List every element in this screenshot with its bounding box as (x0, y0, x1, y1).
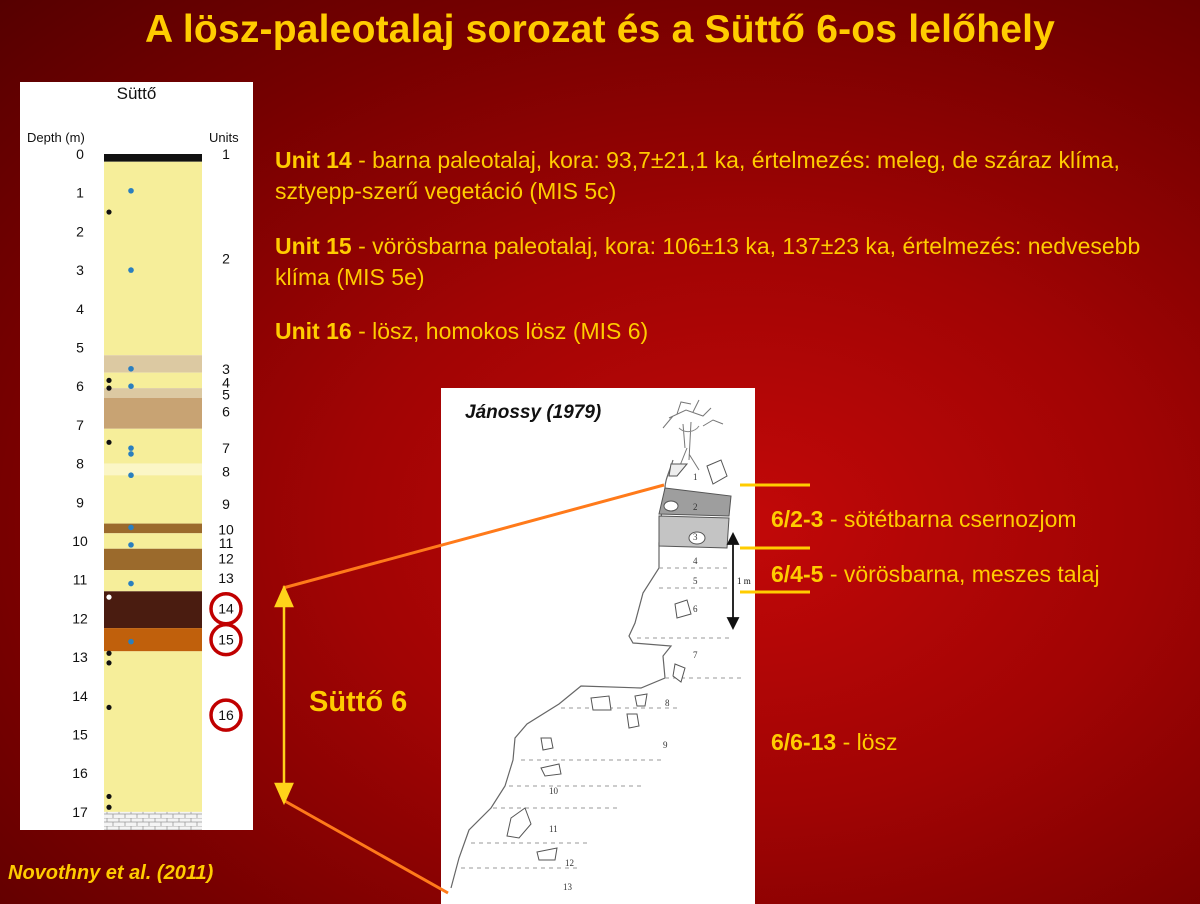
depth-tick-label: 10 (72, 533, 88, 549)
unit-label: 5 (222, 386, 230, 403)
sample-dot-black (106, 705, 111, 710)
sample-dot-blue (128, 472, 134, 478)
column-layer (104, 154, 202, 162)
sample-dot-blue (128, 188, 134, 194)
column-layer (104, 429, 202, 464)
annotation-text: - vörösbarna, meszes talaj (823, 561, 1100, 587)
column-layer (104, 162, 202, 356)
depth-tick-label: 4 (76, 300, 84, 317)
sample-dot-blue (128, 267, 134, 273)
depth-tick-label: 5 (76, 339, 84, 356)
depth-tick-label: 9 (76, 494, 84, 511)
unit-label: 2 (222, 250, 230, 267)
scale-bar-label: 1 m (737, 576, 751, 586)
annotation-code: 6/2-3 (771, 506, 824, 532)
annotation-6-2-3 (771, 506, 1077, 533)
depth-tick-label: 2 (76, 223, 84, 240)
connector-line-bottom (283, 800, 448, 893)
unit-label: 8 (222, 463, 230, 480)
depth-tick-label: 17 (72, 803, 88, 820)
column-layer (104, 533, 202, 548)
depth-tick-label: 6 (76, 378, 84, 395)
sample-dot-blue (128, 542, 134, 548)
description-text: - lösz, homokos lösz (MIS 6) (351, 318, 649, 344)
depth-tick-label: 0 (76, 146, 84, 162)
unit-label: 9 (222, 496, 230, 513)
site-name: Süttő (116, 84, 157, 103)
column-layer (104, 628, 202, 651)
unit-label: 15 (218, 631, 234, 648)
unit-label: 11 (218, 534, 234, 551)
column-layer (104, 398, 202, 429)
section-profile (451, 460, 673, 888)
sample-dot-white (106, 595, 111, 600)
sample-dot-blue (128, 366, 134, 372)
sample-dot-blue (128, 451, 134, 457)
section-layer-number: 2 (693, 502, 698, 512)
sutto6-label: Süttő 6 (309, 686, 408, 718)
unit-label: 4 (222, 374, 230, 391)
cross-section-sketch (441, 388, 755, 904)
section-layer-number: 1 (693, 472, 698, 482)
column-layer (104, 475, 202, 523)
depth-tick-label: 12 (72, 610, 88, 627)
description-unit-label: Unit 16 (275, 318, 352, 344)
sample-dot-black (106, 805, 111, 810)
unit-label: 7 (222, 440, 230, 457)
sample-dot-black (106, 440, 111, 445)
column-layer (104, 464, 202, 476)
section-layer-number: 4 (693, 556, 698, 566)
vegetation-icon (663, 400, 723, 470)
sample-dot-black (106, 378, 111, 383)
unit-label: 10 (218, 521, 234, 538)
depth-tick-label: 8 (76, 455, 84, 472)
unit-label: 12 (218, 550, 234, 567)
depth-tick-label: 15 (72, 726, 88, 743)
description-unit-15 (275, 231, 1190, 293)
annotation-6-4-5 (771, 561, 1100, 588)
description-unit-label: Unit 14 (275, 147, 352, 173)
column-layer (104, 570, 202, 591)
sutto6-range-arrow (276, 588, 292, 802)
section-layer-number: 6 (693, 604, 698, 614)
unit-label: 16 (218, 707, 234, 724)
units-axis-label: Units (209, 130, 239, 145)
sample-dot-blue (128, 581, 134, 587)
column-layer (104, 524, 202, 534)
sample-dot-black (106, 660, 111, 665)
section-layer-number: 12 (565, 858, 574, 868)
annotation-text: - lösz (836, 729, 898, 755)
description-text: - vörösbarna paleotalaj, kora: 106±13 ka, 137±23 ka, értelmezés: nedvesebb klíma (MIS 5e) (275, 233, 1141, 290)
section-layer-number: 3 (693, 532, 698, 542)
description-text: - barna paleotalaj, kora: 93,7±21,1 ka, értelmezés: meleg, de száraz klíma, sztyepp-szerű vegetáció (MIS 5c) (275, 147, 1120, 204)
depth-tick-label: 3 (76, 262, 84, 279)
unit-label: 13 (218, 569, 234, 586)
stratigraphic-column-panel (20, 82, 253, 830)
annotation-code: 6/6-13 (771, 729, 837, 755)
column-layer (104, 812, 202, 830)
section-layer-number: 10 (549, 786, 558, 796)
section-layer-number: 7 (693, 650, 698, 660)
sample-dot-black (106, 794, 111, 799)
column-layer (104, 549, 202, 570)
sample-dot-black (106, 651, 111, 656)
stratigraphic-column (20, 82, 253, 830)
section-layer-number: 11 (549, 824, 558, 834)
unit-label: 1 (222, 146, 230, 162)
column-layer (104, 355, 202, 372)
depth-tick-label: 7 (76, 416, 84, 433)
section-layer-number: 8 (665, 698, 670, 708)
depth-tick-label: 13 (72, 649, 88, 666)
sample-dot-blue (128, 445, 134, 451)
unit-label: 6 (222, 403, 230, 420)
cross-section-panel (441, 388, 755, 904)
description-unit-label: Unit 15 (275, 233, 352, 259)
section-layer-number: 13 (563, 882, 572, 892)
sample-dot-black (106, 209, 111, 214)
depth-tick-label: 11 (72, 571, 88, 588)
column-layer (104, 388, 202, 398)
page-title: A lösz-paleotalaj sorozat és a Süttő 6-os lelőhely (144, 8, 1056, 51)
unit-label: 14 (218, 600, 234, 617)
citation-janossy: Jánossy (1979) (465, 402, 602, 423)
sample-dot-blue (128, 639, 134, 645)
depth-tick-label: 16 (72, 765, 88, 782)
sample-dot-black (106, 386, 111, 391)
description-unit-14 (275, 145, 1190, 207)
annotation-text: - sötétbarna csernozjom (823, 506, 1077, 532)
depth-tick-label: 1 (76, 184, 84, 201)
annotation-code: 6/4-5 (771, 561, 824, 587)
depth-axis-label: Depth (m) (27, 130, 85, 145)
unit-label: 3 (222, 360, 230, 377)
column-layer (104, 373, 202, 388)
description-unit-16 (275, 316, 1190, 347)
annotation-6-6-13 (771, 729, 898, 756)
sample-dot-blue (128, 525, 134, 531)
citation-novothny: Novothny et al. (2011) (8, 862, 214, 884)
depth-tick-label: 14 (72, 687, 88, 704)
column-layer (104, 591, 202, 628)
section-layer-number: 5 (693, 576, 698, 586)
sample-dot-blue (128, 383, 134, 389)
section-layer-number: 9 (663, 740, 668, 750)
column-layer (104, 651, 202, 812)
